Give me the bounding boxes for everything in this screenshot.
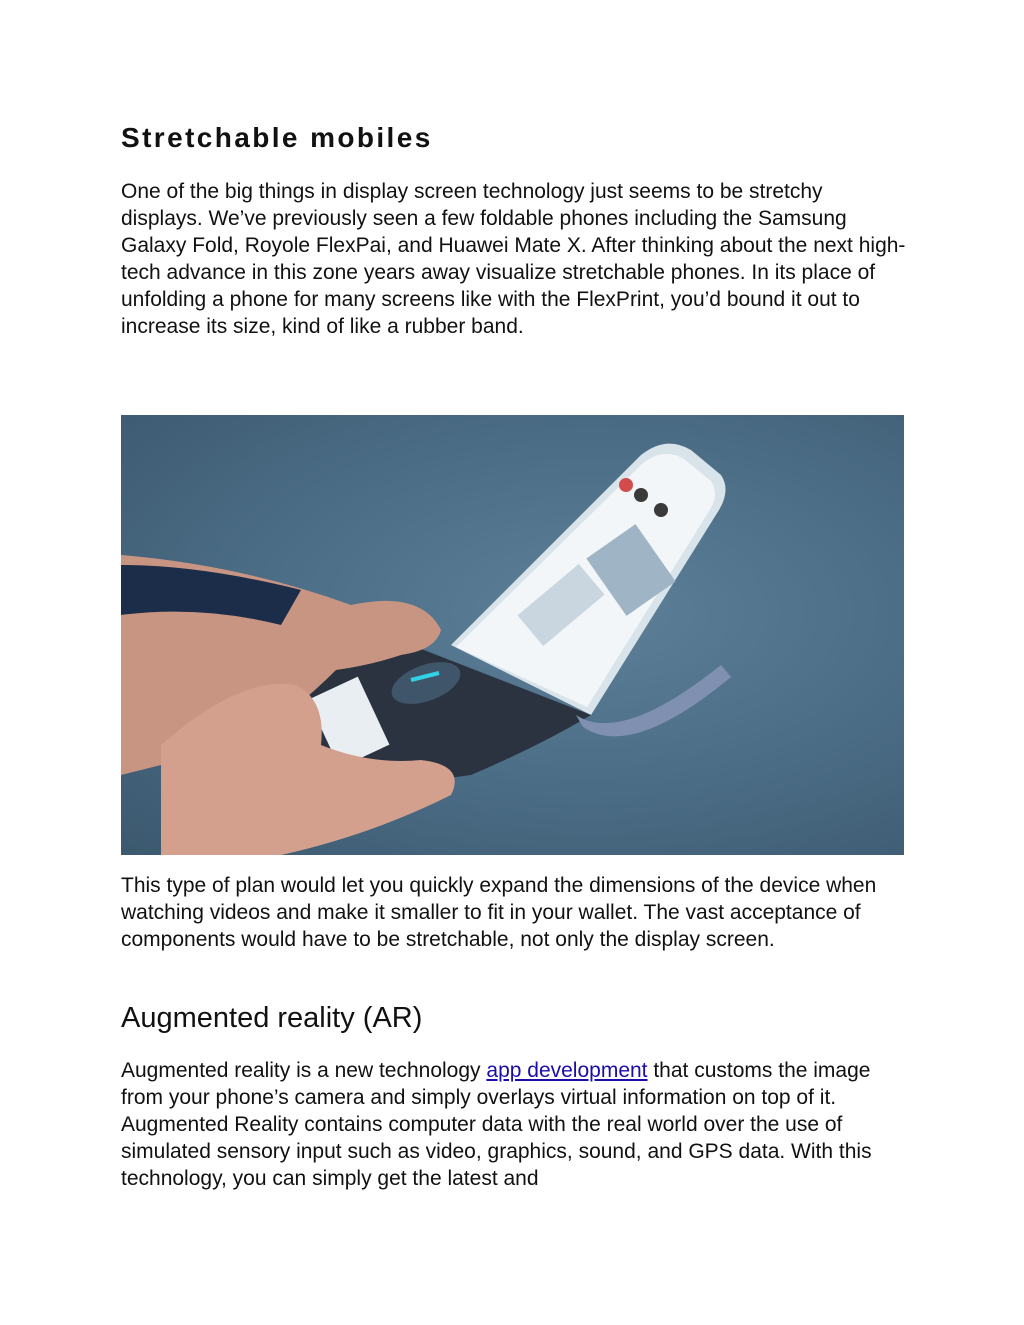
section-title-augmented-reality: Augmented reality (AR) <box>121 1002 423 1034</box>
section-title-stretchable-mobiles: Stretchable mobiles <box>121 122 433 153</box>
paragraph-text-after-link: that customs the image from your phone’s camera and simply overlays virtual information on top of it. Augmented Reality contains computer data with the real world over the use of simulated sensory input such as video, graphics, sound, and GPS data. With this technology, you can simply get the latest and <box>121 1059 872 1190</box>
paragraph-text-before-link: Augmented reality is a new technology <box>121 1059 487 1082</box>
app-development-link[interactable]: app development <box>486 1059 648 1082</box>
paragraph-stretchable-intro: One of the big things in display screen technology just seems to be stretchy displays. We’ve previously seen a few foldable phones including the Samsung Galaxy Fold, Royole FlexPai, and Huawei Mate X. After thinking about the next high-tech advance in this zone years away visualize stretchable phones. In its place of unfolding a phone for many screens like with the FlexPrint, you’d bound it out to increase its size, kind of like a rubber band. <box>121 180 906 338</box>
foldable-phone-illustration <box>121 415 904 855</box>
paragraph-stretchable-details: This type of plan would let you quickly expand the dimensions of the device when watching videos and make it smaller to fit in your wallet. The vast acceptance of components would have to be stretchable, not only the display screen. <box>121 874 877 951</box>
foldable-phone-photo <box>121 415 904 855</box>
paragraph-augmented-reality <box>121 1057 906 1192</box>
